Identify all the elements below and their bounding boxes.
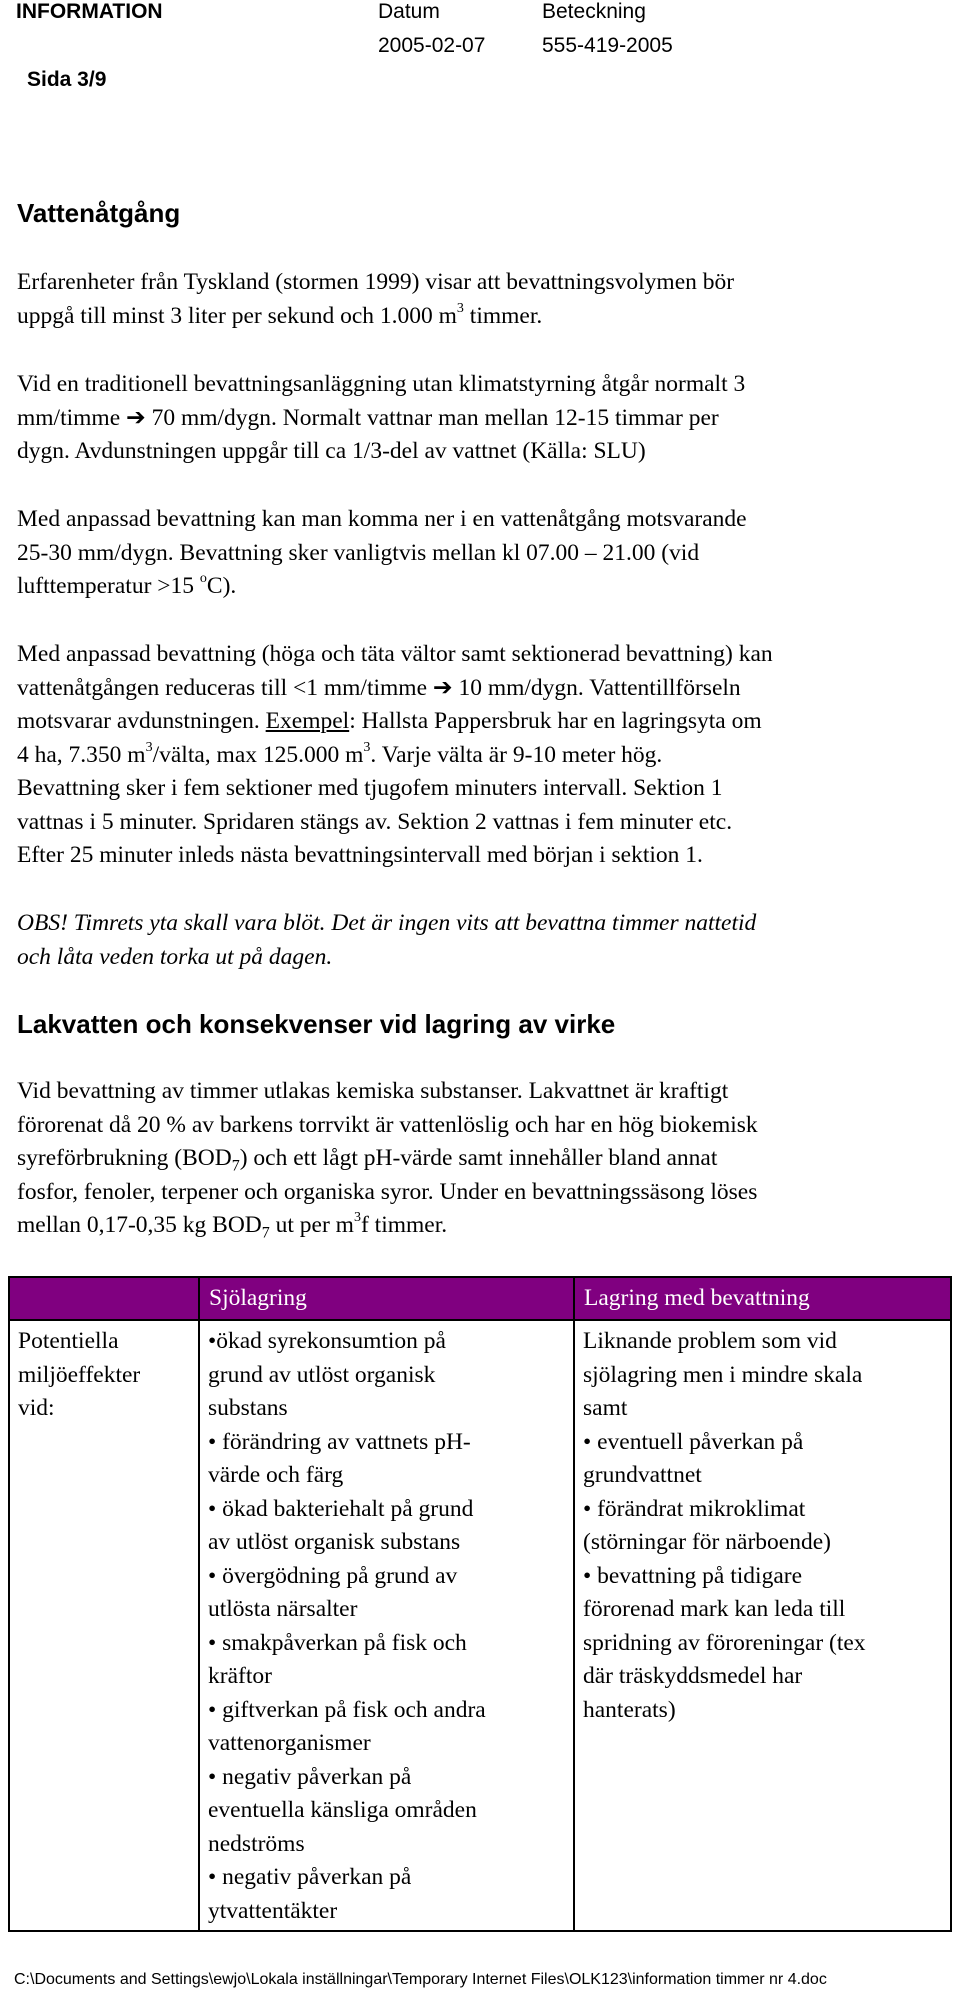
text-line: mellan 0,17-0,35 kg $BOD_7$ ut per $m^3f$ timmer. (17, 1210, 448, 1242)
table-cell-line: Potentiella (18, 1328, 119, 1354)
table-cell-line: där träskyddsmedel har (583, 1663, 803, 1689)
table-cell-line: • giftverkan på fisk och andra (208, 1696, 486, 1723)
table-cell-line: vattenorganismer (208, 1730, 371, 1756)
column-header-sjolagring: Sjölagring (209, 1285, 307, 1311)
table-cell-line: (störningar för närboende) (583, 1529, 831, 1555)
beteckning-label: Beteckning (542, 0, 646, 23)
text-line: 4 ha, 7.350 $m^3$/välta, max 125.000 $m^3$. Varje välta är 9-10 meter hög. (17, 739, 663, 768)
text-line: OBS! Timrets yta skall vara blöt. Det är ingen vits att bevattna timmer nattetid (17, 910, 757, 936)
table-cell-line: sjölagring men i mindre skala (583, 1361, 863, 1388)
doc-type-label: INFORMATION (16, 0, 163, 23)
sjolagring-cell (200, 1321, 573, 1928)
datum-value: 2005-02-07 (378, 34, 486, 57)
text-line: mm/timme ➔ 70 mm/dygn. Normalt vattnar man mellan 12-15 timmar per (17, 404, 719, 431)
table-cell-line: spridning av föroreningar (tex (583, 1629, 866, 1656)
table-cell-line: hanterats) (583, 1696, 676, 1723)
text-line: lufttemperatur >15 $^o$C). (17, 571, 237, 599)
text-line: fosfor, fenoler, terpener och organiska syror. Under en bevattningssäsong löses (17, 1178, 758, 1205)
table-cell-line: • förändrat mikroklimat (583, 1495, 806, 1522)
table-cell-line: •ökad syrekonsumtion på (208, 1328, 446, 1354)
text-line: Med anpassad bevattning kan man komma ner i en vattenåtgång motsvarande (17, 506, 747, 532)
text-line: dygn. Avdunstningen uppgår till ca 1/3-del av vattnet (Källa: SLU) (17, 438, 646, 464)
footer-file-path: C:\Documents and Settings\ewjo\Lokala inställningar\Temporary Internet Files\OLK123\information timmer nr 4.doc (14, 1971, 827, 1988)
text-line: och låta veden torka ut på dagen. (17, 943, 333, 970)
table-cell-line: • negativ påverkan på (208, 1763, 412, 1790)
table-cell-line: • övergödning på grund av (208, 1562, 458, 1589)
row-label-cell (10, 1321, 198, 1426)
lagring-med-bevattning-cell (575, 1321, 952, 1727)
text-line: 25-30 mm/dygn. Bevattning sker vanligtvis mellan kl 07.00 – 21.00 (vid (17, 539, 700, 566)
page-number: Sida 3/9 (27, 68, 107, 91)
paragraph-exempel (17, 638, 947, 873)
table-header-row (10, 1278, 950, 1321)
section-heading-vattenatgang: Vattenåtgång (17, 198, 181, 228)
table-cell-line: grundvattnet (583, 1462, 702, 1488)
exempel-underlined: Exempel (265, 708, 350, 734)
text-line: förorenat då 20 % av barkens torrvikt är vattenlöslig och har en hög biokemisk (17, 1111, 758, 1138)
text-line: Erfarenheter från Tyskland (stormen 1999) visar att bevattningsvolymen bör (17, 269, 735, 295)
table-cell-line: grund av utlöst organisk (208, 1361, 436, 1388)
paragraph-traditionell (17, 368, 947, 469)
table-cell-line: substans (208, 1395, 288, 1421)
text-line: Efter 25 minuter inleds nästa bevattningsintervall med början i sektion 1. (17, 842, 703, 868)
table-cell-line: kräftor (208, 1663, 272, 1689)
table-cell-line: • förändring av vattnets pH- (208, 1428, 471, 1455)
text-line: motsvarar avdunstningen. Exempel: Hallsta Pappersbruk har en lagringsyta om (17, 708, 762, 734)
text-line: syreförbrukning $(BOD_7)$ och ett lågt pH-värde samt innehåller bland annat (17, 1145, 718, 1175)
table-cell-line: ytvattentäkter (208, 1897, 338, 1924)
paragraph-lakvatten (17, 1075, 947, 1243)
table-cell-line: värde och färg (208, 1462, 344, 1488)
text-line: vattenåtgången reduceras till <1 mm/timme ➔ 10 mm/dygn. Vattentillförseln (17, 674, 741, 701)
datum-label: Datum (378, 0, 440, 23)
text-line: Vid bevattning av timmer utlakas kemiska substanser. Lakvattnet är kraftigt (17, 1078, 729, 1104)
table-cell-line: miljöeffekter (18, 1361, 141, 1388)
table-cell-line: eventuella känsliga områden (208, 1797, 477, 1823)
table-cell-line: • bevattning på tidigare (583, 1562, 803, 1589)
obs-note (17, 907, 947, 974)
table-cell-line: • negativ påverkan på (208, 1864, 412, 1890)
table-cell-line: Liknande problem som vid (583, 1328, 837, 1354)
paragraph-tyskland (17, 266, 947, 333)
table-cell-line: nedströms (208, 1830, 305, 1857)
paragraph-anpassad (17, 503, 947, 604)
table-cell-line: • ökad bakteriehalt på grund (208, 1495, 474, 1522)
table-cell-line: • smakpåverkan på fisk och (208, 1629, 467, 1656)
text-line: uppgå till minst 3 liter per sekund och 1.000 $m^3$ timmer. (17, 300, 543, 329)
section-heading-lakvatten: Lakvatten och konsekvenser vid lagring av virke (17, 1009, 616, 1039)
column-header-lagring-med-bevattning: Lagring med bevattning (584, 1285, 810, 1311)
table-cell-line: vid: (18, 1395, 55, 1421)
table-cell-line: utlösta närsalter (208, 1596, 358, 1622)
table-cell-line: • eventuell påverkan på (583, 1428, 804, 1455)
table-cell-line: av utlöst organisk substans (208, 1529, 461, 1555)
beteckning-value: 555-419-2005 (542, 34, 673, 57)
text-line: Med anpassad bevattning (höga och täta vältor samt sektionerad bevattning) kan (17, 641, 773, 667)
table-cell-line: förorenad mark kan leda till (583, 1596, 846, 1622)
arrow-icon: ➔ (126, 404, 146, 431)
text-line: Vid en traditionell bevattningsanläggning utan klimatstyrning åtgår normalt 3 (17, 371, 746, 397)
arrow-icon: ➔ (432, 674, 453, 701)
table-cell-line: samt (583, 1395, 628, 1421)
text-line: Bevattning sker i fem sektioner med tjugofem minuters intervall. Sektion 1 (17, 775, 723, 801)
environmental-effects-table (8, 1276, 952, 1932)
text-line: vattnas i 5 minuter. Spridaren stängs av. Sektion 2 vattnas i fem minuter etc. (17, 808, 733, 835)
